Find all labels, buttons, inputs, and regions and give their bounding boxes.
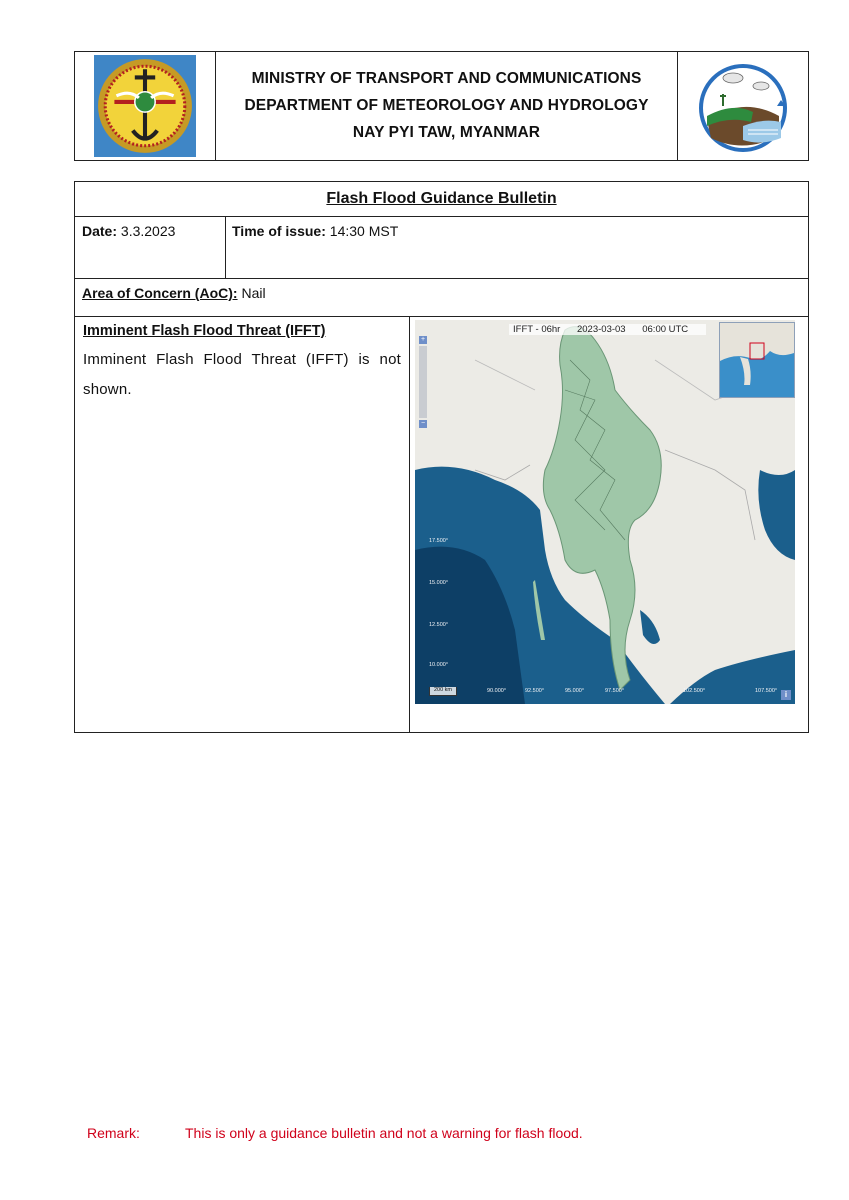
overview-inset-map[interactable] (719, 322, 795, 398)
map-product: IFFT - 06hr (513, 324, 561, 335)
map-scale-bar: 200 km (429, 687, 457, 696)
ministry-emblem-icon (94, 55, 196, 157)
ministry-name: MINISTRY OF TRANSPORT AND COMMUNICATIONS (251, 70, 642, 87)
ifft-body: Imminent Flash Flood Threat (IFFT) is not shown. (83, 351, 401, 398)
hydrology-cycle-icon (693, 56, 793, 156)
lon-label: 90.000° (487, 688, 507, 694)
lon-label: 92.500° (525, 688, 545, 694)
header-table (74, 51, 809, 161)
department-name: DEPARTMENT OF METEOROLOGY AND HYDROLOGY (244, 97, 649, 114)
date-cell (75, 217, 226, 278)
map-info-button[interactable]: i (781, 690, 791, 700)
ifft-heading: Imminent Flash Flood Threat (IFFT) (83, 323, 326, 339)
lon-label: 97.500° (605, 688, 625, 694)
lon-label: 107.500° (755, 688, 778, 694)
lon-label: 102.500° (683, 688, 706, 694)
remark-label: Remark: (87, 1125, 140, 1141)
bulletin-table (74, 181, 809, 733)
ifft-map (415, 320, 795, 704)
lat-label: 15.000° (429, 580, 449, 586)
location-name: NAY PYI TAW, MYANMAR (352, 124, 541, 141)
date-label: Date: (82, 223, 118, 239)
zoom-in-button[interactable]: + (420, 336, 426, 343)
zoom-slider[interactable] (419, 346, 427, 418)
dmh-logo-cell (677, 52, 808, 160)
lat-label: 12.500° (429, 622, 449, 628)
inset-map-canvas (720, 323, 794, 397)
lat-label: 17.500° (429, 538, 449, 544)
aoc-value: Nail (241, 285, 266, 301)
date-value: 3.3.2023 (120, 223, 176, 239)
time-cell (226, 217, 808, 278)
remark (87, 1125, 583, 1141)
time-label: Time of issue: (232, 223, 326, 239)
lon-label: 95.000° (565, 688, 585, 694)
time-value: 14:30 MST (329, 223, 399, 239)
map-caption (509, 324, 706, 335)
map-date: 2023-03-03 (576, 324, 626, 335)
date-time-row (75, 217, 808, 279)
ministry-logo-cell (75, 52, 216, 160)
area-of-concern-row (75, 279, 808, 317)
remark-text: This is only a guidance bulletin and not a warning for flash flood. (185, 1125, 583, 1141)
lat-label: 10.000° (429, 662, 449, 668)
zoom-control[interactable] (419, 336, 427, 430)
ifft-text-cell (75, 317, 410, 732)
aoc-label: Area of Concern (AoC): (82, 285, 238, 301)
header-title-block (216, 52, 677, 160)
bulletin-title-row (75, 182, 808, 217)
bulletin-title: Flash Flood Guidance Bulletin (326, 190, 557, 207)
zoom-out-button[interactable]: − (420, 420, 426, 427)
map-time: 06:00 UTC (642, 324, 689, 335)
